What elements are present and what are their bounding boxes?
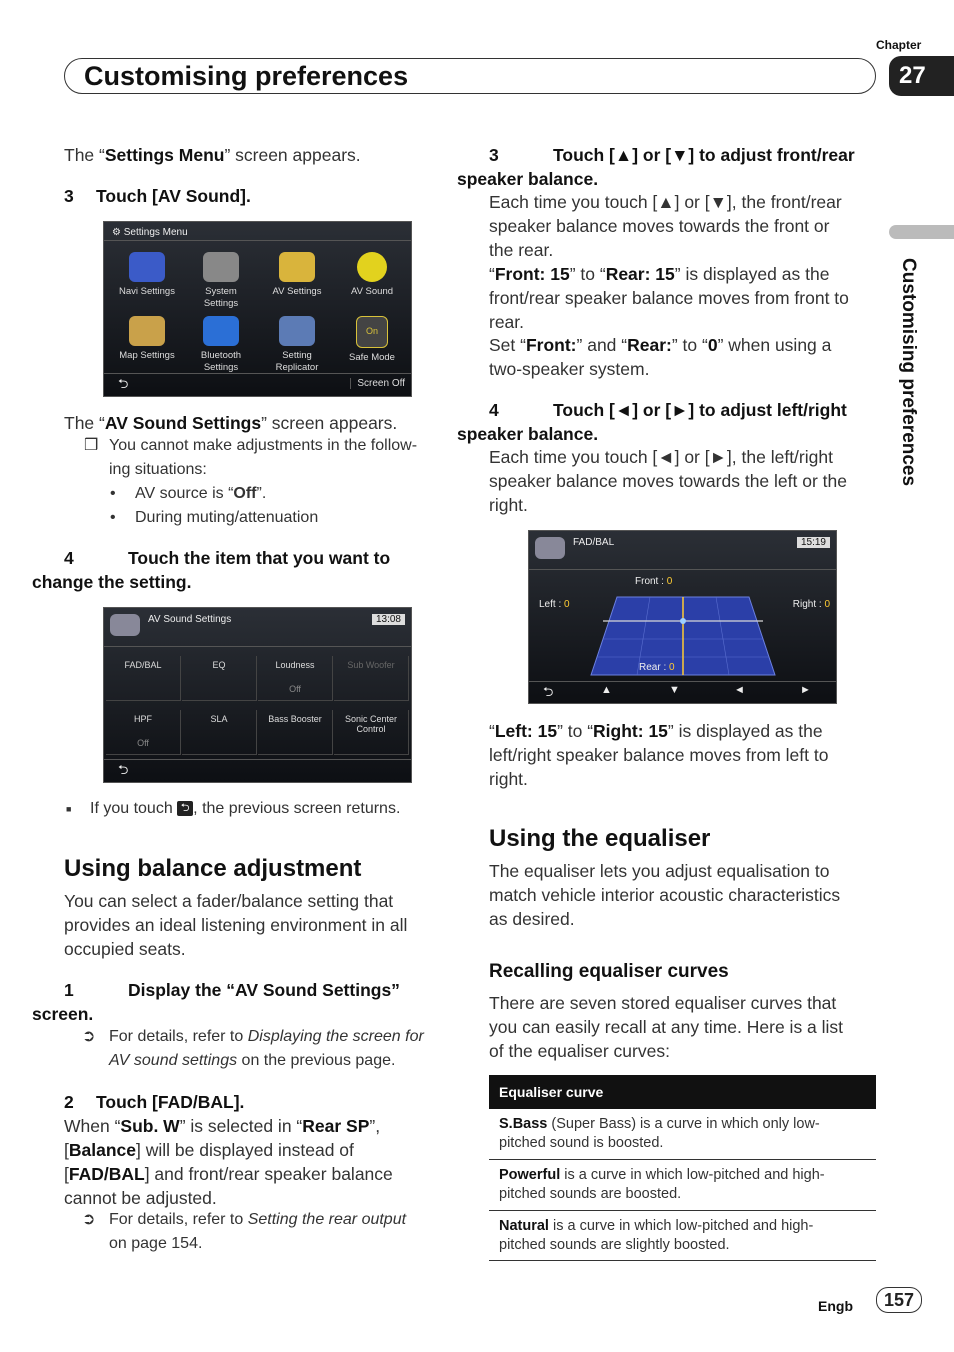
safe-mode-on-badge: On [356,316,388,348]
step-text: Touch [▲] or [▼] to adjust front/rear speaker balance. [457,145,855,189]
right-arrow-button[interactable]: ► [800,684,811,696]
sla-button[interactable] [182,710,257,755]
balance-point [680,618,686,624]
text-span: “ [489,721,495,741]
cell-label: Loudness [275,660,315,670]
item-label: Safe Mode [349,352,395,363]
hpf-button[interactable] [106,710,181,755]
table-row [489,1160,876,1211]
av-settings-button[interactable] [262,252,332,298]
bold-term: Left: 15 [494,721,558,741]
step-text: Touch the item that you want to change the setting. [32,548,391,592]
line: two-speaker system. [489,359,650,379]
gear-icon [110,614,140,636]
bold-term: Rear SP [302,1116,370,1136]
line [64,1114,454,1138]
divider [529,569,836,570]
system-settings-button[interactable] [186,252,256,310]
step-number: 3 [64,186,74,206]
bold-term: Right: 15 [593,721,668,741]
bluetooth-icon [203,316,239,346]
right-step-4 [457,398,879,446]
step-text: Display the “AV Sound Settings” screen. [32,980,400,1024]
line: left/right speaker balance moves from left to right. [489,745,829,789]
loudness-button[interactable] [258,656,333,701]
step-3-av-sound [64,184,251,208]
label: Rear : [639,662,667,673]
text-span: ” screen appears. [224,145,361,165]
heading-recalling-curves: Recalling equaliser curves [489,961,729,982]
back-icon: ⮌ [177,801,193,816]
text-span: ] and front/rear speaker balance [144,1164,393,1184]
cell-label: FAD/BAL [124,660,162,670]
step-number: 1 [64,980,74,1000]
line: front/rear speaker balance moves from front to rear. [489,288,849,332]
item-label: Setting Replicator [275,350,319,373]
italic-ref: Displaying the screen for AV sound settings [109,1028,424,1069]
line [489,262,879,286]
text-span: The “ [64,145,105,165]
flag-icon [129,252,165,282]
replicator-icon [279,316,315,346]
left-right-display-text [489,719,879,791]
item-label: System Settings [203,286,239,309]
rear-readout [639,662,675,673]
back-icon[interactable]: ⮌ [543,684,554,699]
value: 0 [824,599,830,610]
chapter-label: Chapter [876,38,922,52]
value: 0 [669,662,675,673]
right-step-3 [457,143,879,191]
left-readout [539,599,570,610]
text-span: [ [64,1140,69,1160]
text-span: , the previous screen returns. [193,800,401,817]
cell-label: Bass Booster [268,714,322,724]
step-number: 3 [489,145,499,165]
curve-description: is a curve in which low-pitched and high- pitched sounds are boosted. [499,1167,825,1202]
divider [104,240,411,241]
bold-term: Off [233,485,257,502]
cell-label: EQ [212,660,226,670]
note-text: You cannot make adjustments in the follow- ing situations: [109,437,418,478]
curve-name: Powerful [499,1167,561,1183]
down-arrow-button[interactable]: ▼ [669,684,680,696]
item-label: Bluetooth Settings [200,350,242,373]
text-span: [ [64,1164,69,1184]
back-icon[interactable]: ⮌ [118,762,129,777]
balance-step-1 [32,978,444,1026]
text-span: ” is displayed as the [674,264,830,284]
table-row [489,1211,876,1261]
page-number: 157 [876,1287,922,1313]
cell-label: Sonic Center Control [344,714,398,734]
bold-term: Front: [525,335,577,355]
table-row [489,1109,876,1160]
fad-bal-button[interactable] [106,656,181,701]
speaker-icon [357,252,387,282]
bold-term: Balance [68,1140,136,1160]
bullet-icon: • [110,509,116,526]
bullet-av-source [135,482,266,506]
gear-icon [203,252,239,282]
clock-time: 15:19 [797,537,830,548]
step-text: Touch [FAD/BAL]. [96,1092,245,1112]
item-label: AV Sound [350,286,394,297]
right-readout [793,599,830,610]
screen-title-text: Settings Menu [123,227,188,238]
text-span: ” screen appears. [261,413,398,433]
hpf-value: Off [137,738,149,748]
reference-arrow-icon: ➲ [82,1028,96,1045]
square-bullet-icon: ■ [66,804,72,814]
curve-name: Natural [499,1218,549,1234]
bold-term: FAD/BAL [68,1164,145,1184]
back-icon[interactable]: ⮌ [118,376,129,391]
map-settings-button[interactable] [112,316,182,362]
divider [104,759,411,760]
equaliser-intro: The equaliser lets you adjust equalisation to match vehicle interior acoustic characteristics as desired. [489,861,841,929]
note-checkbox-icon: ❒ [84,437,99,454]
av-sound-settings-appears [64,411,397,435]
step-text: Touch [◄] or [►] to adjust left/right speaker balance. [457,400,847,444]
cell-label: SLA [210,714,228,724]
cell-label: Sub Woofer [347,660,395,670]
bluetooth-settings-button[interactable] [186,316,256,374]
text-span: Set “ [489,335,526,355]
bold-term: 0 [707,335,718,355]
av-sound-button[interactable] [337,252,407,298]
step-number: 2 [64,1092,74,1112]
line [64,1138,454,1162]
gear-icon [535,537,565,559]
curve-description: (Super Bass) is a curve in which only low- pitched sound is boosted. [499,1116,820,1151]
text-span: ” is selected in “ [179,1116,303,1136]
text-span: For details, refer to [109,1211,248,1228]
balance-grid[interactable] [589,595,777,677]
value: 0 [666,576,673,587]
text-span: ” is displayed as the [667,721,823,741]
text-span: ” to “ [557,721,594,741]
text-span: For details, refer to [109,1028,248,1045]
line [64,1162,454,1186]
map-icon [129,316,165,346]
text-span: ”. [256,485,267,502]
text-span: If you touch [90,800,173,817]
loudness-value: Off [289,684,301,694]
reference-arrow-icon: ➲ [82,1211,96,1228]
up-arrow-button[interactable]: ▲ [601,684,612,696]
recalling-body: There are seven stored equaliser curves that you can easily recall at any time. Here is a list of the equaliser curves: [489,993,844,1061]
bullet-muting: During muting/attenuation [135,509,319,526]
step-number: 4 [64,548,74,568]
label: Front : [635,576,664,587]
bold-term: AV Sound Settings [104,413,262,433]
line [489,719,879,743]
curve-name: S.Bass [499,1116,548,1132]
music-note-icon [279,252,315,282]
text-span: ” when using a [717,335,832,355]
safe-mode-button[interactable] [337,316,407,364]
divider [104,646,411,647]
balance-step-2-body [64,1114,454,1210]
heading-balance-adjustment: Using balance adjustment [64,855,362,882]
screen-off-button[interactable]: Screen Off [350,378,405,389]
curve-description: is a curve in which low-pitched and high- pitched sounds are slightly boosted. [499,1218,814,1253]
sub-woofer-button[interactable] [334,656,409,701]
language-code: Engb [818,1298,853,1314]
right-step-4-body: Each time you touch [◄] or [►], the left/right speaker balance moves towards the left or the right. [489,447,847,515]
left-arrow-button[interactable]: ◄ [734,684,745,696]
front-rear-display-text [489,262,879,334]
reference-2 [109,1208,459,1256]
eq-button[interactable] [182,656,257,701]
setting-replicator-button[interactable] [262,316,332,374]
two-speaker-text [489,333,879,381]
label: Left : [539,599,562,610]
av-sound-settings-screen [103,607,412,783]
text-span: The “ [64,413,105,433]
text-span: on page 154. [109,1235,203,1252]
bullet-icon: • [110,485,116,502]
clock-time: 13:08 [372,614,405,625]
heading-using-equaliser: Using the equaliser [489,825,711,852]
text-span: When “ [64,1116,121,1136]
line [489,333,879,357]
italic-ref: Setting the rear output [247,1211,407,1228]
screen-title: FAD/BAL [573,537,615,548]
bold-term: Rear: [627,335,672,355]
front-readout [635,576,672,587]
step-number: 4 [489,400,499,420]
fad-bal-screen [528,530,837,704]
item-label: AV Settings [272,286,322,297]
text-span: “ [489,264,495,284]
bold-term: Settings Menu [104,145,225,165]
equaliser-table-header: Equaliser curve [489,1075,876,1109]
text-span: ” to “ [671,335,708,355]
text-span: ”, [369,1116,381,1136]
bold-term: Rear: 15 [605,264,675,284]
settings-menu-screen [103,221,412,397]
text-span: on the previous page. [237,1052,396,1069]
text-span: AV source is “ [135,485,234,502]
bold-term: Sub. W [120,1116,180,1136]
text-span: ] will be displayed instead of [136,1140,354,1160]
back-note [90,797,400,821]
text-span: ” and “ [576,335,628,355]
screen-title: AV Sound Settings [148,614,232,625]
item-label: Map Settings [119,350,175,361]
divider [104,373,411,374]
divider [529,681,836,682]
side-tab-label: Customising preferences [898,258,919,487]
side-tab [886,258,926,538]
balance-intro: You can select a fader/balance setting that provides an ideal listening environment in all occupied seats. [64,891,408,959]
text-span: ” to “ [569,264,606,284]
item-label: Navi Settings [119,286,175,297]
step-text: Touch [AV Sound]. [96,186,251,206]
label: Right : [792,599,822,610]
chapter-number: 27 [889,56,954,96]
step-4-touch-item [32,546,444,594]
side-tab-bar [889,225,954,239]
right-step-3-body: Each time you touch [▲] or [▼], the front/rear speaker balance moves towards the front or the rear. [489,192,842,260]
value: 0 [564,599,570,610]
bold-term: Front: 15 [494,264,570,284]
sonic-center-control-button[interactable] [334,710,409,755]
screen-title: ⚙ Settings Menu [112,227,188,238]
reference-1 [109,1025,459,1073]
navi-settings-button[interactable] [112,252,182,298]
balance-step-2 [64,1090,244,1114]
cell-label: HPF [134,714,152,724]
page-title: Customising preferences [84,61,409,91]
line: cannot be adjusted. [64,1188,217,1208]
bass-booster-button[interactable] [258,710,333,755]
settings-menu-appears [64,143,361,167]
